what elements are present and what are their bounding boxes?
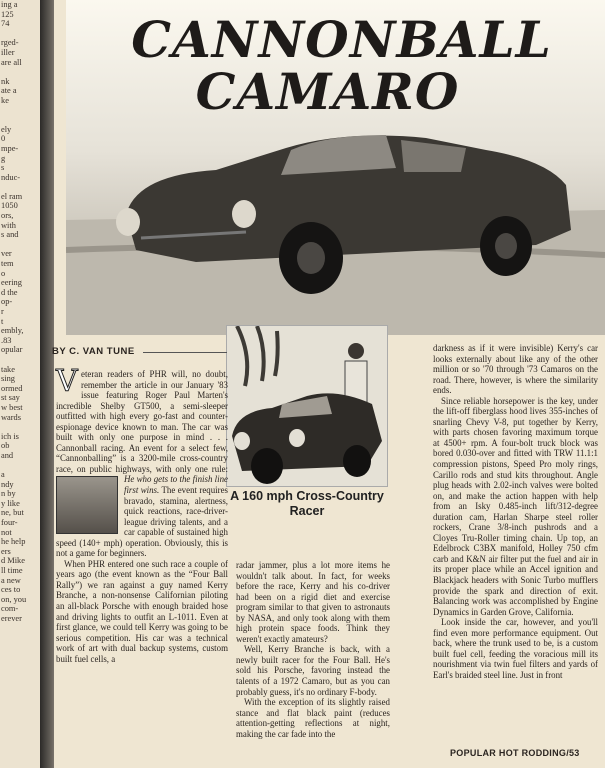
gutter-line xyxy=(0,115,40,125)
gutter-line: y like xyxy=(1,498,20,508)
gutter-line: s and xyxy=(1,230,19,240)
gutter-line: n by xyxy=(1,489,16,499)
gutter-line: embly, xyxy=(1,326,24,336)
col1-paragraph-2: When PHR entered one such race a couple of years ago (the event known as the “Four Ball Rally”) we ran against a guy named Kerry Branche, a non-nonsense Californian piloting an all-black Porsche with enough braided hose and driving lights to outfit an L-1011. Even at first glance, we could tell Kerry was going to be serious competition. His car was a technical work of art with dual backup systems, custom built fuel cells, a xyxy=(56,558,228,664)
gutter-line: erever xyxy=(1,614,22,623)
hero-photo xyxy=(66,0,605,335)
col2-paragraph-2: Well, Kerry Branche is back, with a newly built racer for the Four Ball. He's sold his Porsche, favoring instead the talents of a 1972 Camaro, but as you can probably guess, it's no ordinary F-body. xyxy=(236,644,390,697)
gutter-line: on, you xyxy=(1,594,27,604)
gutter-line: ndy xyxy=(1,479,14,489)
gutter-line: not xyxy=(1,527,12,537)
gutter-line: sing xyxy=(1,374,15,384)
gutter-line: ke xyxy=(1,95,9,105)
gutter-line: ormed xyxy=(1,383,23,393)
gutter-line xyxy=(0,355,40,365)
gutter-line: com- xyxy=(1,604,19,614)
gutter-line: ely xyxy=(1,124,12,134)
col1-intro-tail: The event requires bravado, stamina, alertness, quick reactions, race-driver-league driving talents, and a car capable of sustained high speed (140+ mph) operation. Obviously, this is not a game for beginners. xyxy=(56,485,228,559)
gutter-line: o xyxy=(1,268,6,278)
gutter-line: s xyxy=(1,163,5,173)
headline-line-2: CAMARO xyxy=(195,62,460,121)
gutter-line: t xyxy=(1,316,4,326)
gutter-line: ob xyxy=(1,441,10,451)
page-footer: POPULAR HOT RODDING/53 xyxy=(450,748,580,758)
col1-rule-quote: He who gets to the finish line first wins. xyxy=(124,474,228,496)
gutter-line xyxy=(0,240,40,250)
gutter-line xyxy=(0,182,40,192)
gutter-line: ate a xyxy=(1,86,17,96)
gutter-line: eering xyxy=(1,278,22,288)
gutter-line: mpe- xyxy=(1,143,19,153)
byline-rule xyxy=(143,352,227,353)
gutter-line: with xyxy=(1,220,16,230)
gutter-line: op- xyxy=(1,297,13,307)
gutter-line: rged- xyxy=(1,38,19,48)
gutter-line: ne, but xyxy=(1,508,24,518)
gutter-line: .83 xyxy=(1,335,12,345)
gutter-line: ors, xyxy=(1,211,14,221)
gutter-line: wards xyxy=(1,412,22,422)
gutter-line: a xyxy=(1,470,5,480)
gutter-line: d the xyxy=(1,287,18,297)
headline-line-1: CANNONBALL xyxy=(131,10,552,69)
drop-cap: V xyxy=(56,364,78,399)
gutter-line: ver xyxy=(1,249,12,259)
gutter-line: opular xyxy=(1,345,23,355)
gutter-line: nduc- xyxy=(1,172,21,182)
gutter-line: tem xyxy=(1,259,14,269)
driver-and-camaro-illustration xyxy=(227,326,387,486)
gutter-line: iller xyxy=(1,47,15,57)
gutter-line: ich is xyxy=(1,431,19,441)
gutter-line: 1050 xyxy=(1,201,18,211)
col2-paragraph-3: With the exception of its slightly raised stance and flat black paint (reduces attention-getting reflections at night, making the car fade into the xyxy=(236,697,390,739)
gutter-line: d Mike xyxy=(1,556,25,566)
photo-caption: A 160 mph Cross-Country Racer xyxy=(230,489,384,518)
gutter-line: g xyxy=(1,153,6,163)
gutter-line: he help xyxy=(1,537,26,547)
gutter-line: el ram xyxy=(1,191,23,201)
gutter-line: ing a xyxy=(1,0,18,9)
article-column-3 xyxy=(433,343,598,681)
gutter-line: are all xyxy=(1,57,22,67)
gutter-line: 74 xyxy=(1,19,10,29)
driver-photo xyxy=(226,325,388,487)
byline: BY C. VAN TUNE xyxy=(52,346,135,357)
col3-paragraph-2: Since reliable horsepower is the key, under the lift-off fiberglass hood lives 355-inches of snarling Chevy V-8, put together by Kerry, with parts chosen favoring maximum torque at 4500+ rpm. A four-bolt truck block was bored 0.030-over and fitted with TRW 11.1:1 compression pistons, Speed Pro moly rings, Carillo rods and stud kits throughout. Angle plug heads with 2.02-inch valves were bolted on, and make the action happen with help from an Isky 0.485-inch lift/312-degree duration cam, Harlan Sharpe steel roller rockers, Crane 3/8-inch pushrods and a Cloyes Tru-Roller timing chain. Up top, an Edelbrock C3BX manifold, Holley 750 cfm carb and K&N air filter put the fuel and air in its proper place while an Accel ignition and Blackjack headers with Sonic Turbo mufflers provide the spark and direction of exit. Balancing work was accomplished by Engine Dynamics in Garden Grove, California. xyxy=(433,395,598,617)
gutter-line: four- xyxy=(1,518,18,528)
col3-paragraph-3: Look inside the car, however, and you'll find even more performance equipment. Out back, where the trunk used to be, is a custom built fuel cell, feeding the voracious mill its nourishment via twin fuel filters and yards of Earl's braided steel line. Just in front xyxy=(433,617,598,680)
article-column-2 xyxy=(236,560,390,739)
article-column-1 xyxy=(56,364,228,664)
gutter-line: ll time xyxy=(1,566,23,576)
col2-paragraph-1: radar jammer, plus a lot more items he wouldn't talk about. In fact, for weeks before the race, Kerry and his co-driver had been on a rigid diet and exercise program similar to that given to astronauts by NASA, and only took along with them high protein space foods. Think they weren't exactly amateurs? xyxy=(236,560,390,644)
gutter-line: ers xyxy=(1,546,11,556)
gutter-line: ces to xyxy=(1,585,21,595)
gutter-line xyxy=(0,67,40,77)
gutter-line: st say xyxy=(1,393,20,403)
col1-intro: eteran readers of PHR will, no doubt, remember the article in our January '83 issue featuring Roger Paul Marten's incredible Shelby GT500, a semi-sleeper outfitted with high every go-fast and counter-espionage device known to man. The car was built with only one purpose in mind . . . Cannonball racing. An event for a select few, “Cannonballing” is a 3200-mile cross-country race, on public highways, with only one rule: xyxy=(56,369,228,474)
gutter-line xyxy=(0,422,40,432)
gutter-line: nk xyxy=(1,76,10,86)
gutter-line: r xyxy=(1,307,4,316)
gutter-line: w best xyxy=(1,402,23,412)
gutter-line: take xyxy=(1,364,15,374)
inset-car-photo xyxy=(56,476,118,534)
col3-paragraph-1: darkness as if it were invisible) Kerry's car looks externally about like any of the other million or so '70 through '73 Camaros on the road. There, however, is where the similarity ends. xyxy=(433,343,598,396)
gutter-line: 0 xyxy=(1,134,6,144)
gutter-line: a new xyxy=(1,575,21,585)
gutter-line xyxy=(0,106,40,116)
gutter-line xyxy=(0,461,40,471)
gutter-line xyxy=(0,29,40,39)
adjacent-page-gutter xyxy=(0,0,40,768)
gutter-line: and xyxy=(1,450,14,460)
gutter-line: 125 xyxy=(1,9,14,19)
